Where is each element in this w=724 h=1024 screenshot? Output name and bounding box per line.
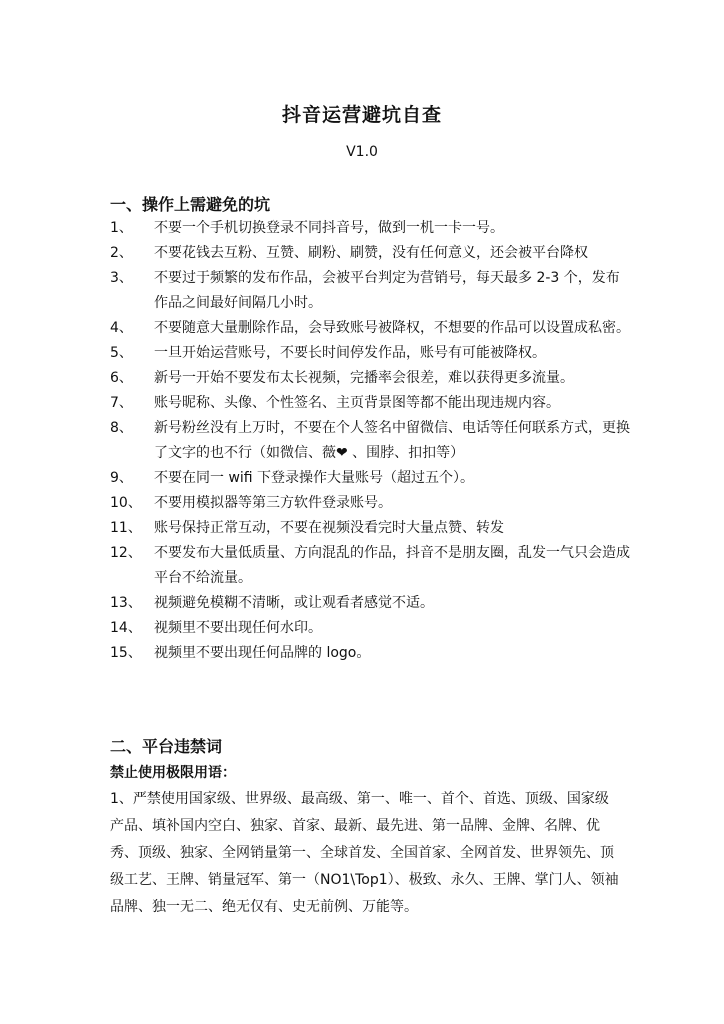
item-text: 账号保持正常互动，不要在视频没看完时大量点赞、转发 bbox=[154, 520, 504, 536]
item-text: 视频里不要出现任何品牌的 logo。 bbox=[154, 645, 371, 661]
item-text: 不要花钱去互粉、互赞、刷粉、刷赞，没有任何意义，还会被平台降权 bbox=[154, 245, 588, 261]
list-item bbox=[110, 466, 630, 491]
item-number: 9、 bbox=[110, 470, 133, 486]
item-number: 5、 bbox=[110, 345, 133, 361]
item-text: 一旦开始运营账号，不要长时间停发作品，账号有可能被降权。 bbox=[154, 345, 546, 361]
list-item bbox=[110, 516, 630, 541]
list-item bbox=[110, 216, 630, 241]
item-number: 4、 bbox=[110, 320, 133, 336]
item-number: 2、 bbox=[110, 245, 133, 261]
item-text: 新号一开始不要发布太长视频，完播率会很差，难以获得更多流量。 bbox=[154, 370, 574, 386]
item-text: 不要发布大量低质量、方向混乱的作品，抖音不是朋友圈，乱发一气只会造成平台不给流量。 bbox=[154, 545, 630, 586]
list-item bbox=[110, 316, 630, 341]
item-number: 3、 bbox=[110, 270, 133, 286]
item-text: 不要过于频繁的发布作品，会被平台判定为营销号，每天最多 2-3 个，发布作品之间最好间隔几小时。 bbox=[154, 270, 620, 311]
list-item bbox=[110, 391, 630, 416]
banned-words-subheading: 禁止使用极限用语： bbox=[110, 765, 236, 781]
list-item bbox=[110, 541, 630, 591]
item-text: 账号昵称、头像、个性签名、主页背景图等都不能出现违规内容。 bbox=[154, 395, 560, 411]
item-number: 13、 bbox=[110, 595, 142, 611]
item-text: 视频避免模糊不清晰，或让观看者感觉不适。 bbox=[154, 595, 434, 611]
banned-words-paragraph: 1、严禁使用国家级、世界级、最高级、第一、唯一、首个、首选、顶级、国家级产品、填补国内空白、独家、首家、最新、最先进、第一品牌、金牌、名牌、优秀、顶级、独家、全网销量第一、全球首发、全国首家、全网首发、世界领先、顶级工艺、王牌、销量冠军、第一（NO1\Top1）、极致、永久、王牌、掌门人、领袖品牌、独一无二、绝无仅有、史无前例、万能等。 bbox=[110, 791, 619, 915]
list-item bbox=[110, 341, 630, 366]
item-text: 不要一个手机切换登录不同抖音号，做到一机一卡一号。 bbox=[154, 220, 504, 236]
list-item bbox=[110, 241, 630, 266]
list-item bbox=[110, 491, 630, 516]
section-heading-operations: 一、操作上需避免的坑 bbox=[110, 195, 271, 214]
item-text: 不要随意大量删除作品，会导致账号被降权，不想要的作品可以设置成私密。 bbox=[154, 320, 630, 336]
item-number: 8、 bbox=[110, 420, 133, 436]
item-number: 10、 bbox=[110, 495, 142, 511]
item-number: 12、 bbox=[110, 545, 142, 561]
item-number: 11、 bbox=[110, 520, 142, 536]
list-item bbox=[110, 266, 630, 316]
list-item bbox=[110, 616, 630, 641]
list-item bbox=[110, 591, 630, 616]
document-version: V1.0 bbox=[346, 144, 378, 160]
list-item bbox=[110, 416, 630, 466]
item-number: 14、 bbox=[110, 620, 142, 636]
item-text: 不要用模拟器等第三方软件登录账号。 bbox=[154, 495, 392, 511]
item-text: 不要在同一 wifi 下登录操作大量账号（超过五个）。 bbox=[154, 470, 475, 486]
section-heading-banned-words: 二、平台违禁词 bbox=[110, 737, 223, 756]
pitfall-list bbox=[110, 216, 630, 666]
list-item bbox=[110, 366, 630, 391]
list-item bbox=[110, 641, 630, 666]
item-number: 15、 bbox=[110, 645, 142, 661]
item-text: 视频里不要出现任何水印。 bbox=[154, 620, 322, 636]
item-number: 6、 bbox=[110, 370, 133, 386]
item-number: 1、 bbox=[110, 220, 133, 236]
document-title: 抖音运营避坑自查 bbox=[281, 104, 442, 126]
item-text: 新号粉丝没有上万时，不要在个人签名中留微信、电话等任何联系方式，更换了文字的也不行（如微信、薇❤ 、围脖、扣扣等） bbox=[154, 420, 630, 461]
item-number: 7、 bbox=[110, 395, 133, 411]
